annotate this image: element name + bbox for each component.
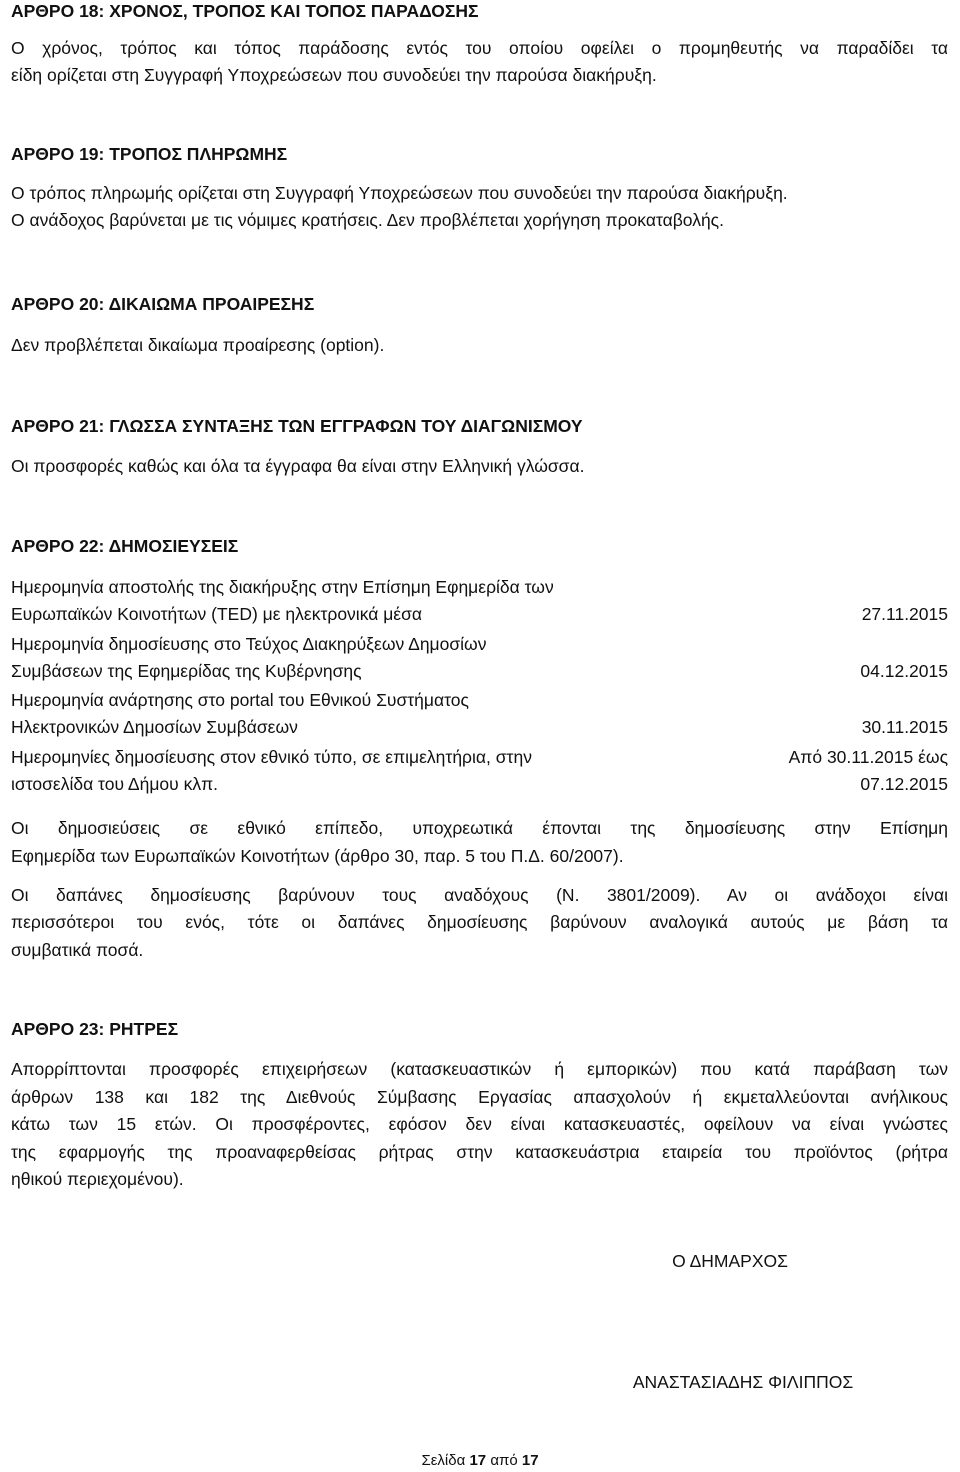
page-total: 17 [521,1452,539,1469]
table-row-value [700,687,948,741]
table-row-value [700,744,948,798]
table-row-label-line-2: ιστοσελίδα του Δήμου κλπ. [11,774,219,794]
table-row-label-line-2: Ευρωπαϊκών Κοινοτήτων (TED) με ηλεκτρονικά μέσα [11,604,423,624]
article-18-line-2: είδη ορίζεται στη Συγγραφή Υποχρεώσεων που συνοδεύει την παρούσα διακήρυξη. [11,65,657,85]
article-20-text: Δεν προβλέπεται δικαίωμα προαίρεσης (option). [11,335,385,355]
table-row-value [700,574,948,628]
article-23-line-1: Απορρίπτονται προσφορές επιχειρήσεων (κατασκευαστικών ή εμπορικών) που κατά παράβαση των [11,1059,948,1079]
article-23-heading: ΑΡΘΡΟ 23: ΡΗΤΡΕΣ [11,1019,179,1039]
table-row-label [11,744,681,798]
article-22-para-1-line-1: Οι δημοσιεύσεις σε εθνικό επίπεδο, υποχρεωτικά έπονται της δημοσίευσης στην Επίσημη [11,818,948,838]
table-row-value-line-2: 04.12.2015 [860,661,948,681]
article-20-heading: ΑΡΘΡΟ 20: ΔΙΚΑΙΩΜΑ ΠΡΟΑΙΡΕΣΗΣ [11,294,315,314]
article-23-line-2: άρθρων 138 και 182 της Διεθνούς Σύμβασης Εργασίας απασχολούν ή εκμεταλλεύονται ανήλικους [11,1087,948,1107]
article-21-heading: ΑΡΘΡΟ 21: ΓΛΩΣΣΑ ΣΥΝΤΑΞΗΣ ΤΩΝ ΕΓΓΡΑΦΩΝ ΤΟΥ ΔΙΑΓΩΝΙΣΜΟΥ [11,416,583,436]
article-22-heading: ΑΡΘΡΟ 22: ΔΗΜΟΣΙΕΥΣΕΙΣ [11,536,239,556]
table-row-label-line-1: Ημερομηνία ανάρτησης στο portal του Εθνικού Συστήματος [11,690,469,710]
table-row-label-line-1: Ημερομηνίες δημοσίευσης στον εθνικό τύπο, σε επιμελητήρια, στην [11,747,532,767]
page-footer [380,1450,580,1472]
article-18-line-1: Ο χρόνος, τρόπος και τόπος παράδοσης εντός του οποίου οφείλει ο προμηθευτής να παραδίδει τα [11,38,948,58]
article-23-line-5: ηθικού περιεχομένου). [11,1169,184,1189]
article-22-para-1-line-2: Εφημερίδα των Ευρωπαϊκών Κοινοτήτων (άρθρο 30, παρ. 5 του Π.Δ. 60/2007). [11,846,624,866]
table-row-value-line-2: 07.12.2015 [860,774,948,794]
table-row-value-line-1: Από 30.11.2015 έως [788,747,948,767]
table-row-label [11,687,681,741]
table-row-label-line-2: Ηλεκτρονικών Δημοσίων Συμβάσεων [11,717,298,737]
signature-name: ΑΝΑΣΤΑΣΙΑΔΗΣ ΦΙΛΙΠΠΟΣ [632,1372,854,1392]
page-prefix: Σελίδα [421,1452,466,1469]
signature-role: Ο ΔΗΜΑΡΧΟΣ [672,1251,788,1271]
page-current: 17 [469,1452,487,1469]
table-row-label-line-1: Ημερομηνία αποστολής της διακήρυξης στην Επίσημη Εφημερίδα των [11,577,554,597]
article-21-text: Οι προσφορές καθώς και όλα τα έγγραφα θα είναι στην Ελληνική γλώσσα. [11,456,585,476]
table-row-value [700,631,948,685]
article-23-line-3: κάτω των 15 ετών. Οι προσφέροντες, εφόσον δεν είναι κατασκευαστές, οφείλουν να είναι γνώστες [11,1114,948,1134]
article-19-line-1: Ο τρόπος πληρωμής ορίζεται στη Συγγραφή Υποχρεώσεων που συνοδεύει την παρούσα διακήρυξη. [11,183,788,203]
article-19-line-2: Ο ανάδοχος βαρύνεται με τις νόμιμες κρατήσεις. Δεν προβλέπεται χορήγηση προκαταβολής. [11,210,724,230]
table-row-label-line-2: Συμβάσεων της Εφημερίδας της Κυβέρνησης [11,661,362,681]
article-19-heading: ΑΡΘΡΟ 19: ΤΡΟΠΟΣ ΠΛΗΡΩΜΗΣ [11,144,288,164]
article-22-para-2-line-1: Οι δαπάνες δημοσίευσης βαρύνουν τους αναδόχους (Ν. 3801/2009). Αν οι ανάδοχοι είναι [11,885,948,905]
table-row-value-line-2: 27.11.2015 [861,604,948,624]
article-18-heading: ΑΡΘΡΟ 18: ΧΡΟΝΟΣ, ΤΡΟΠΟΣ ΚΑΙ ΤΟΠΟΣ ΠΑΡΑΔΟΣΗΣ [11,1,479,21]
table-row-value-line-2: 30.11.2015 [861,717,948,737]
table-row-label [11,574,681,628]
table-row-label-line-1: Ημερομηνία δημοσίευσης στο Τεύχος Διακηρύξεων Δημοσίων [11,634,487,654]
article-22-para-2-line-2: περισσότεροι του ενός, τότε οι δαπάνες δημοσίευσης βαρύνουν αναλογικά αυτούς με βάση τα [11,912,948,932]
article-23-line-4: της εφαρμογής της προαναφερθείσας ρήτρας στην κατασκευάστρια εταιρεία του προϊόντος (ρήτρα [11,1142,948,1162]
article-22-para-2-line-3: συμβατικά ποσά. [11,940,144,960]
page-sep: από [490,1452,518,1469]
table-row-label [11,631,681,685]
